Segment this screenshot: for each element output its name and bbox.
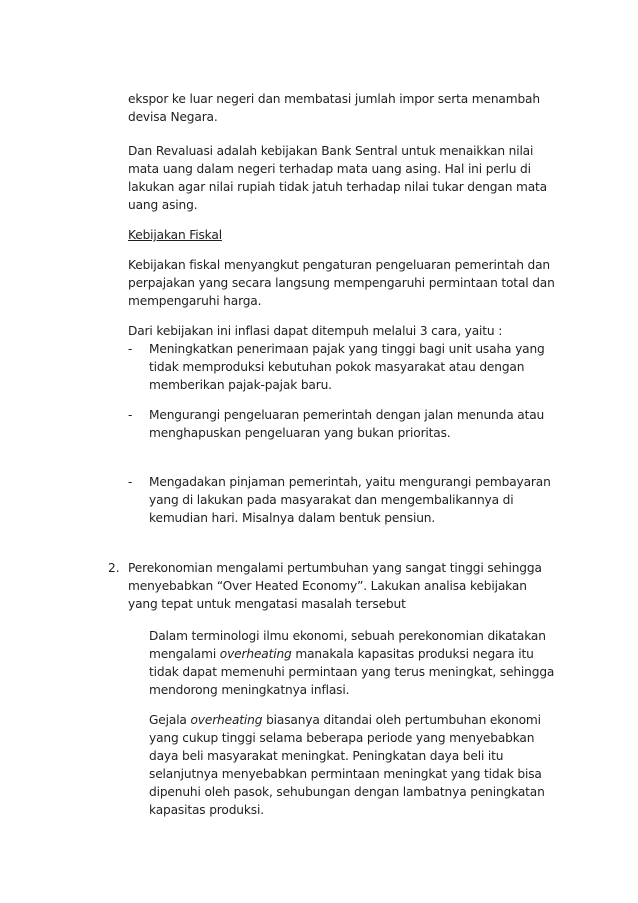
- answer-line: selanjutnya menyebabkan permintaan meningkat yang tidak bisa: [149, 767, 542, 781]
- list-item-line: memberikan pajak-pajak baru.: [149, 378, 332, 392]
- answer-text: biasanya ditandai oleh pertumbuhan ekonomi: [262, 713, 541, 727]
- fiskal-line: Kebijakan fiskal menyangkut pengaturan pengeluaran pemerintah dan: [128, 258, 551, 272]
- question-line: Perekonomian mengalami pertumbuhan yang sangat tinggi sehingga: [128, 561, 542, 575]
- answer-line: kapasitas produksi.: [149, 803, 264, 817]
- answer-text: mengalami: [149, 647, 220, 661]
- revaluasi-line: mata uang dalam negeri terhadap mata uang asing. Hal ini perlu di: [128, 162, 531, 176]
- answer-line: [149, 645, 534, 663]
- answer-line: daya beli masyarakat meningkat. Peningkatan daya beli itu: [149, 749, 504, 763]
- answer-emphasis: overheating: [190, 713, 263, 727]
- list-item-line: Mengadakan pinjaman pemerintah, yaitu mengurangi pembayaran: [149, 475, 551, 489]
- bullet-marker: -: [128, 342, 133, 356]
- question-number: 2.: [108, 561, 120, 575]
- bullet-marker: -: [128, 475, 133, 489]
- list-item-line: kemudian hari. Misalnya dalam bentuk pensiun.: [149, 511, 436, 525]
- question-line: menyebabkan “Over Heated Economy”. Lakukan analisa kebijakan: [128, 579, 527, 593]
- question-line: yang tepat untuk mengatasi masalah tersebut: [128, 597, 406, 611]
- revaluasi-line: lakukan agar nilai rupiah tidak jatuh terhadap nilai tukar dengan mata: [128, 180, 547, 194]
- revaluasi-line: Dan Revaluasi adalah kebijakan Bank Sentral untuk menaikkan nilai: [128, 144, 534, 158]
- answer-line: yang cukup tinggi selama beberapa periode yang menyebabkan: [149, 731, 535, 745]
- answer-line: tidak dapat memenuhi permintaan yang terus meningkat, sehingga: [149, 665, 555, 679]
- bullet-marker: -: [128, 408, 133, 422]
- answer-line: Dalam terminologi ilmu ekonomi, sebuah perekonomian dikatakan: [149, 629, 546, 643]
- answer-emphasis: overheating: [219, 647, 292, 661]
- revaluasi-line: uang asing.: [128, 198, 198, 212]
- fiskal-line: perpajakan yang secara langsung mempengaruhi permintaan total dan: [128, 276, 555, 290]
- answer-line: dipenuhi oleh pasok, sehubungan dengan lambatnya peningkatan: [149, 785, 545, 799]
- answer-text: Gejala: [149, 713, 191, 727]
- list-item-line: yang di lakukan pada masyarakat dan mengembalikannya di: [149, 493, 514, 507]
- answer-line: mendorong meningkatnya inflasi.: [149, 683, 350, 697]
- list-item-line: Meningkatkan penerimaan pajak yang tinggi bagi unit usaha yang: [149, 342, 545, 356]
- list-item-line: menghapuskan pengeluaran yang bukan prioritas.: [149, 426, 451, 440]
- intro-line: ekspor ke luar negeri dan membatasi jumlah impor serta menambah: [128, 92, 540, 106]
- fiskal-line: mempengaruhi harga.: [128, 294, 262, 308]
- list-item-line: tidak memproduksi kebutuhan pokok masyarakat atau dengan: [149, 360, 525, 374]
- list-intro: Dari kebijakan ini inflasi dapat ditempuh melalui 3 cara, yaitu :: [128, 324, 503, 338]
- intro-line: devisa Negara.: [128, 110, 218, 124]
- answer-line: [149, 711, 541, 729]
- list-item-line: Mengurangi pengeluaran pemerintah dengan jalan menunda atau: [149, 408, 545, 422]
- answer-text: manakala kapasitas produksi negara itu: [291, 647, 534, 661]
- section-heading-kebijakan-fiskal: Kebijakan Fiskal: [128, 228, 222, 242]
